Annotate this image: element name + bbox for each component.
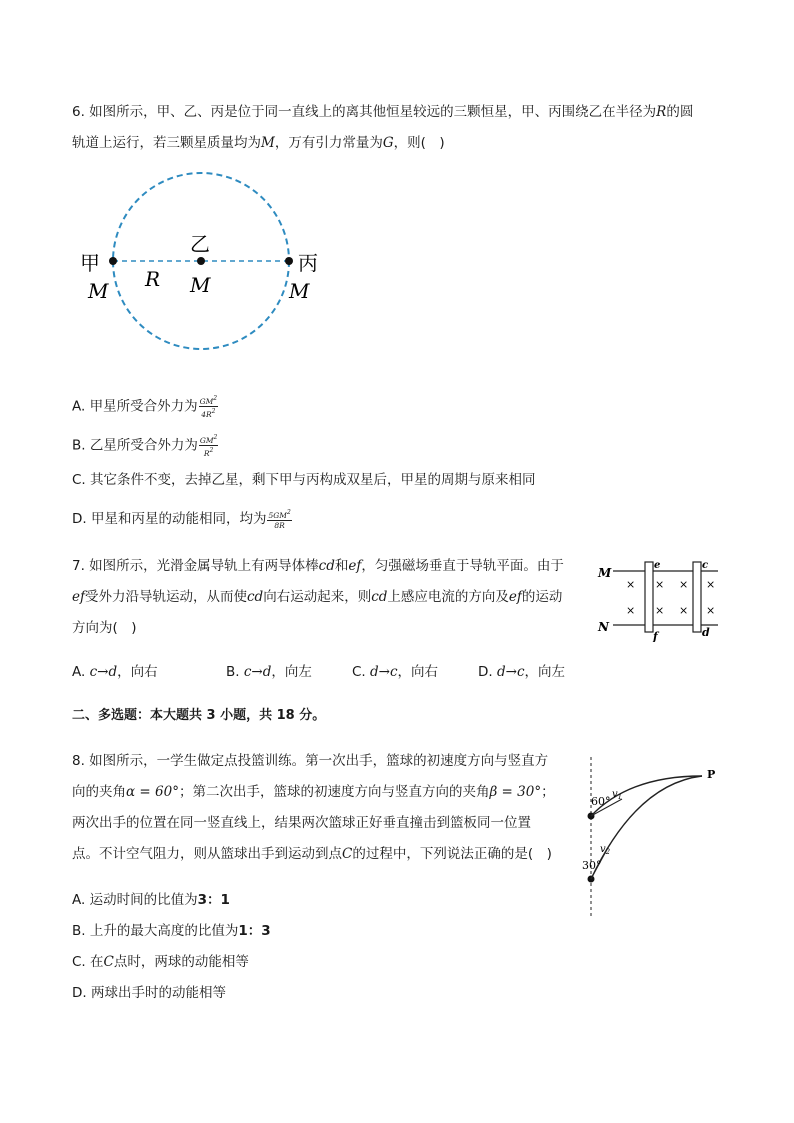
rod-e-label: e <box>654 560 661 571</box>
q6-stem-line2: 轨道上运行，若三颗星质量均为M，万有引力常量为G，则( ) <box>72 135 445 151</box>
q8-trajectory-diagram <box>574 754 724 920</box>
q7-stem-line1: 7. 如图所示，光滑金属导轨上有两导体棒cd和ef，匀强磁场垂直于导轨平面。由于 <box>72 558 564 574</box>
q7-option-b: B. c→d，向左 <box>226 664 312 680</box>
rod-cd <box>693 562 701 632</box>
q6-option-d: D. 甲星和丙星的动能相同，均为 $\frac{5GM^2}{8R}$ <box>72 509 291 530</box>
star-yi-dot <box>197 257 205 265</box>
mass-yi-label: M <box>190 273 211 297</box>
rod-f-label: f <box>653 630 658 642</box>
v1-label: $v_1$ <box>612 789 623 801</box>
star-yi-label: 乙 <box>190 232 210 256</box>
q6-stem-line1: 6. 如图所示，甲、乙、丙是位于同一直线上的离其他恒星较远的三颗恒星，甲、丙围绕乙在半径为R的圆 <box>72 104 694 120</box>
section-2-header: 二、多选题：本大题共 3 小题，共 18 分。 <box>72 708 326 723</box>
q8-stem-line3: 两次出手的位置在同一竖直线上，结果两次篮球正好垂直撞击到篮板同一位置 <box>72 815 531 831</box>
q8-stem-line1: 8. 如图所示，一学生做定点投篮训练。第一次出手，篮球的初速度方向与竖直方 <box>72 753 549 769</box>
q6-d-fraction: $\frac{5GM^2}{8R}$ <box>268 509 291 530</box>
angle-60-label: 60° <box>591 795 611 808</box>
q7-option-a: A. c→d，向右 <box>72 664 158 680</box>
v2-label: $v_2$ <box>600 844 611 856</box>
q6-option-b: B. 乙星所受合外力为 $\frac{GM^2}{R^2}$ <box>72 434 218 458</box>
q7-stem-line2: ef受外力沿导轨运动，从而使cd向右运动起来，则cd上感应电流的方向及ef的运动 <box>72 589 563 605</box>
q7-rail-diagram <box>596 558 724 642</box>
star-bing-dot <box>285 257 293 265</box>
rod-c-label: c <box>702 560 709 571</box>
rail-n-label: N <box>598 620 609 634</box>
q6-b-fraction: $\frac{GM^2}{R^2}$ <box>199 434 218 458</box>
field-x-3: × <box>655 578 665 591</box>
star-jia-dot <box>109 257 117 265</box>
mass-jia-label: M <box>88 279 109 303</box>
mass-bing-label: M <box>289 279 310 303</box>
trajectory-2 <box>591 776 702 879</box>
field-x-5: × <box>679 578 689 591</box>
field-x-2: × <box>626 604 636 617</box>
field-x-4: × <box>655 604 665 617</box>
q8-stem-line2: 向的夹角α = 60°；第二次出手，篮球的初速度方向与竖直方向的夹角β = 30°； <box>72 784 555 800</box>
q7-stem-line3: 方向为( ) <box>72 620 137 636</box>
q8-option-d: D. 两球出手时的动能相等 <box>72 985 226 1001</box>
q8-option-b: B. 上升的最大高度的比值为1：3 <box>72 923 271 939</box>
field-x-6: × <box>679 604 689 617</box>
radius-label: R <box>145 267 161 291</box>
rod-d-label: d <box>702 626 710 639</box>
q6-a-fraction: $\frac{GM^2}{4R^2}$ <box>199 395 218 419</box>
rod-ef <box>645 562 653 632</box>
q7-option-d: D. d→c，向左 <box>478 664 565 680</box>
field-x-7: × <box>706 578 716 591</box>
field-x-1: × <box>626 578 636 591</box>
star-bing-label: 丙 <box>298 251 318 275</box>
q8-option-c: C. 在C点时，两球的动能相等 <box>72 954 249 970</box>
angle-30-label: 30° <box>582 859 602 872</box>
q6-option-c: C. 其它条件不变，去掉乙星，剩下甲与丙构成双星后，甲星的周期与原来相同 <box>72 472 536 488</box>
field-x-8: × <box>706 604 716 617</box>
q6-orbit-diagram <box>78 168 328 358</box>
q8-option-a: A. 运动时间的比值为3：1 <box>72 892 230 908</box>
q7-option-c: C. d→c，向右 <box>352 664 439 680</box>
point-p-label: P <box>707 768 716 781</box>
star-jia-label: 甲 <box>80 251 100 275</box>
q6-option-a: A. 甲星所受合外力为 $\frac{GM^2}{4R^2}$ <box>72 395 218 419</box>
q8-stem-line4: 点。不计空气阻力，则从篮球出手到运动到点C的过程中，下列说法正确的是( ) <box>72 846 552 862</box>
rail-m-label: M <box>598 566 612 580</box>
